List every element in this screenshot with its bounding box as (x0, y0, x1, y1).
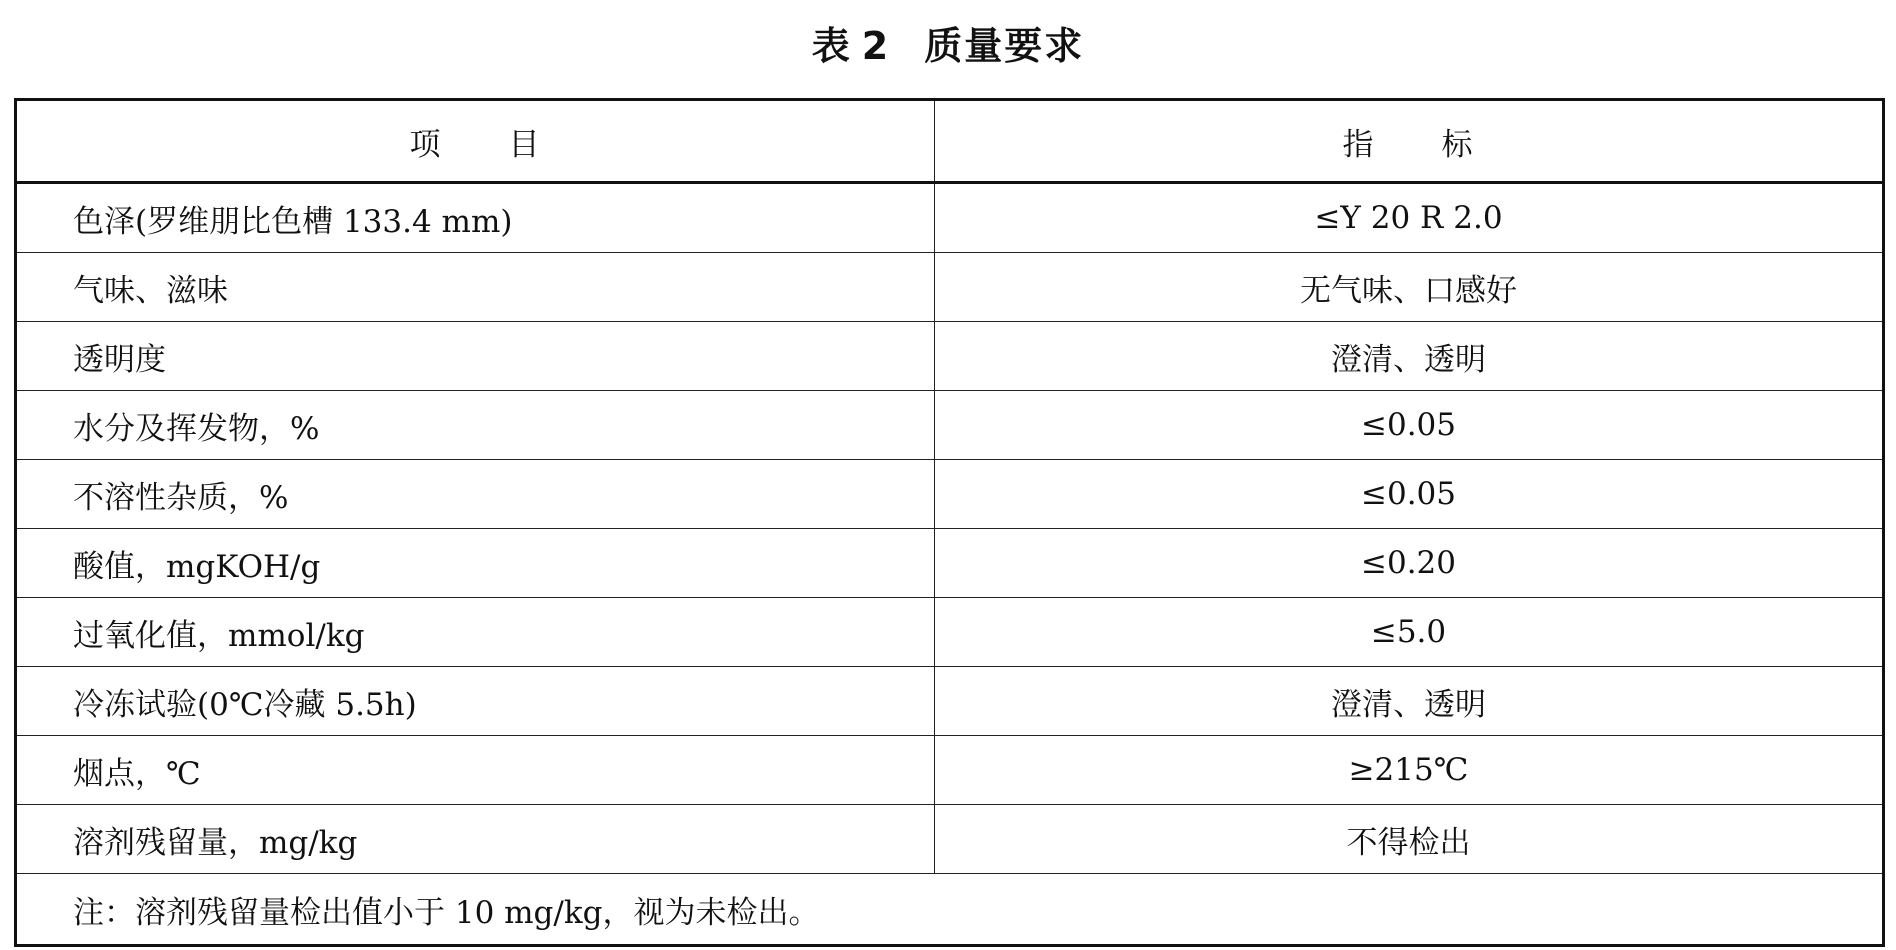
table-row (16, 183, 1884, 253)
table-row (16, 805, 1884, 874)
table-caption (0, 18, 1896, 74)
caption-number: 2 (861, 24, 891, 68)
row-value: ≤Y 20 R 2.0 (935, 183, 1884, 253)
table-row (16, 322, 1884, 391)
row-item: 冷冻试验(0℃冷藏 5.5h) (16, 667, 935, 736)
row-item: 水分及挥发物，% (16, 391, 935, 460)
table-row (16, 667, 1884, 736)
row-item: 烟点，℃ (16, 736, 935, 805)
row-item: 酸值，mgKOH/g (16, 529, 935, 598)
table-note: 注：溶剂残留量检出值小于 10 mg/kg，视为未检出。 (16, 874, 1884, 946)
caption-label: 表 (811, 24, 852, 68)
row-item: 过氧化值，mmol/kg (16, 598, 935, 667)
table-row (16, 460, 1884, 529)
row-value: ≥215℃ (935, 736, 1884, 805)
quality-requirements-table (14, 98, 1885, 947)
row-value: ≤5.0 (935, 598, 1884, 667)
row-value: ≤0.05 (935, 460, 1884, 529)
table-row (16, 253, 1884, 322)
row-value: 无气味、口感好 (935, 253, 1884, 322)
row-value: 澄清、透明 (935, 667, 1884, 736)
header-row (16, 100, 1884, 183)
row-value: ≤0.20 (935, 529, 1884, 598)
header-indicator: 指 标 (935, 100, 1884, 183)
row-item: 透明度 (16, 322, 935, 391)
table-row (16, 736, 1884, 805)
row-item: 溶剂残留量，mg/kg (16, 805, 935, 874)
row-value: ≤0.05 (935, 391, 1884, 460)
row-item: 不溶性杂质，% (16, 460, 935, 529)
table-row (16, 391, 1884, 460)
caption-title: 质量要求 (924, 24, 1085, 68)
header-item: 项 目 (16, 100, 935, 183)
table-row (16, 598, 1884, 667)
note-row (16, 874, 1884, 946)
table-row (16, 529, 1884, 598)
row-value: 不得检出 (935, 805, 1884, 874)
row-item: 气味、滋味 (16, 253, 935, 322)
row-value: 澄清、透明 (935, 322, 1884, 391)
row-item: 色泽(罗维朋比色槽 133.4 mm) (16, 183, 935, 253)
